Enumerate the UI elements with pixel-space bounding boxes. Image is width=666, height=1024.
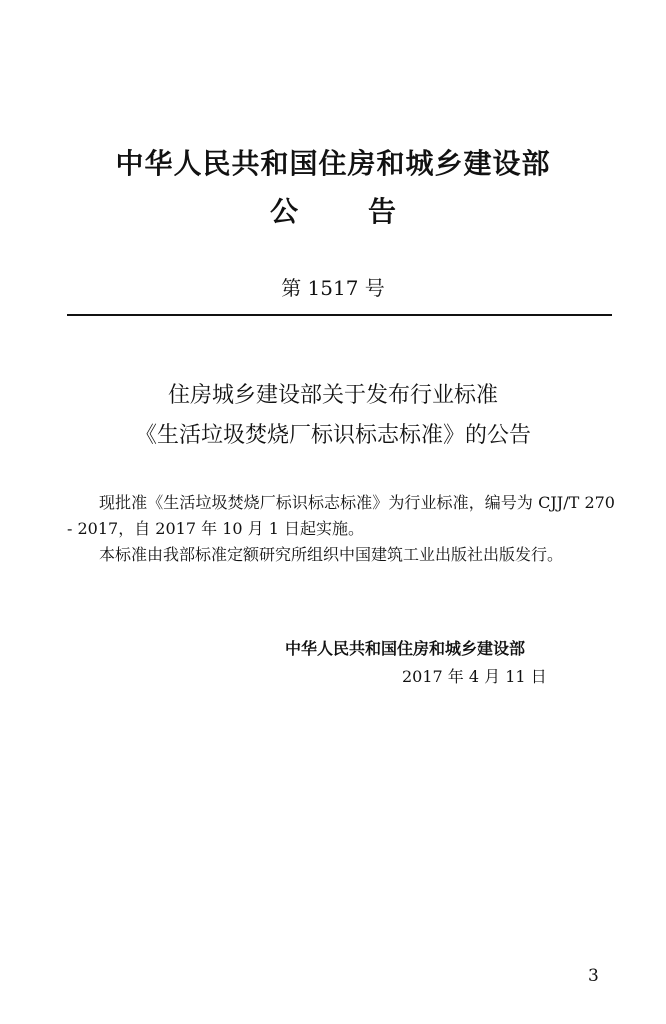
announcement-title bbox=[0, 376, 666, 456]
notice-number: 第 1517 号 bbox=[281, 276, 385, 300]
body-paragraph-2: 本标准由我部标准定额研究所组织中国建筑工业出版社出版发行。 bbox=[99, 545, 564, 564]
ministry-title: 中华人民共和国住房和城乡建设部 bbox=[115, 147, 551, 180]
header-divider bbox=[67, 314, 612, 316]
signature: 中华人民共和国住房和城乡建设部 bbox=[285, 639, 526, 658]
issue-date: 2017 年 4 月 11 日 bbox=[402, 667, 547, 686]
announcement-title-line2: 《生活垃圾焚烧厂标识标志标准》的公告 bbox=[134, 423, 531, 448]
page-number: 3 bbox=[588, 966, 599, 986]
announcement-title-line1: 住房城乡建设部关于发布行业标准 bbox=[167, 383, 498, 408]
body-paragraph-1: 现批准《生活垃圾焚烧厂标识标志标准》为行业标准，编号为 CJJ/T 270 - 2017，自 2017 年 10 月 1 日起实施。 bbox=[67, 493, 615, 538]
notice-label: 公告 bbox=[269, 195, 466, 228]
body-text bbox=[67, 490, 615, 568]
